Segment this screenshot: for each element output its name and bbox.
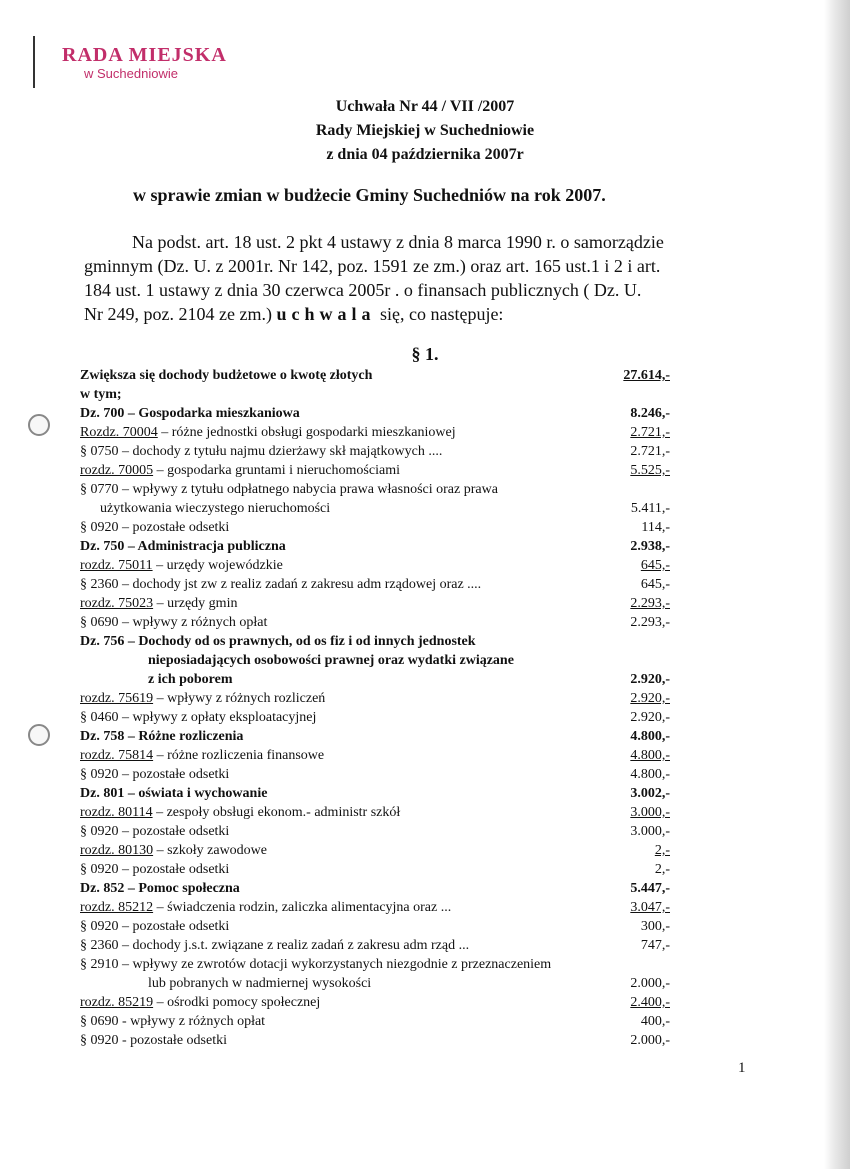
row-text: § 0920 – pozostałe odsetki (80, 862, 230, 877)
row-text: § 2360 – dochody j.s.t. związane z realiz zadań z zakresu adm rząd ... (80, 938, 470, 953)
row-label (80, 898, 451, 917)
row-label (80, 784, 267, 803)
row-text: § 0920 – pozostałe odsetki (80, 919, 230, 934)
row-label (80, 575, 481, 594)
row-text: w tym; (80, 387, 122, 402)
row-amount: 3.000,- (630, 824, 670, 839)
row-text: Dz. 758 – Różne rozliczenia (80, 729, 244, 744)
row-label (80, 518, 229, 537)
row-text: § 0460 – wpływy z opłaty eksploatacyjnej (80, 710, 317, 725)
row-text: – urzędy gmin (153, 596, 238, 611)
row-label (80, 841, 267, 860)
row-code: rozdz. 70005 (80, 463, 154, 478)
row-label (80, 993, 320, 1012)
row-text: Dz. 750 – Administracja publiczna (80, 539, 286, 554)
row-code: rozdz. 75814 (80, 748, 154, 763)
row-label (80, 442, 442, 461)
table-row (80, 1031, 680, 1050)
row-label (80, 936, 469, 955)
row-amount: 8.246,- (630, 406, 670, 421)
row-label (80, 461, 400, 480)
table-row (80, 1012, 680, 1031)
table-row (80, 632, 680, 651)
intro-line-4a: Nr 249, poz. 2104 ze zm.) (84, 304, 277, 324)
table-row (80, 594, 680, 613)
scan-edge (824, 0, 850, 1169)
row-text: § 0750 – dochody z tytułu najmu dzierżawy skł majątkowych .... (80, 444, 443, 459)
table-row (80, 822, 680, 841)
resolution-date: z dnia 04 października 2007r (326, 146, 524, 163)
table-row (80, 385, 680, 404)
table-row (80, 860, 680, 879)
row-label (80, 537, 286, 556)
row-text: nieposiadających osobowości prawnej oraz wydatki związane (148, 653, 514, 668)
table-row (80, 689, 680, 708)
legal-basis-paragraph (84, 230, 734, 326)
table-row (80, 423, 680, 442)
row-text: – zespoły obsługi ekonom.- administr szkół (152, 805, 401, 820)
row-label (80, 423, 456, 442)
table-row (80, 727, 680, 746)
table-row (80, 898, 680, 917)
row-label (80, 765, 229, 784)
row-label (80, 1012, 265, 1031)
table-row (80, 879, 680, 898)
row-amount: 114,- (641, 520, 670, 535)
punch-hole-top (28, 414, 50, 436)
stamp-line-2: w Suchedniowie (84, 66, 178, 81)
table-row (80, 784, 680, 803)
row-amount: 2.920,- (630, 672, 670, 687)
table-row (80, 803, 680, 822)
table-row (80, 404, 680, 423)
row-amount: 645,- (640, 577, 670, 592)
row-label (80, 480, 498, 499)
row-code: rozdz. 85219 (80, 995, 154, 1010)
table-row (80, 537, 680, 556)
row-amount: 300,- (640, 919, 670, 934)
row-label (80, 632, 476, 651)
row-label (148, 651, 514, 670)
row-text: – różne rozliczenia finansowe (153, 748, 325, 763)
row-amount: 4.800,- (630, 767, 670, 782)
row-amount: 27.614,- (623, 368, 670, 383)
table-row (80, 841, 680, 860)
row-amount: 2.721,- (630, 425, 670, 440)
row-label (80, 955, 551, 974)
section-heading: § 1. (411, 344, 439, 364)
row-text: użytkowania wieczystego nieruchomości (100, 501, 331, 516)
row-text: § 0690 – wpływy z różnych opłat (80, 615, 268, 630)
resolution-number: Uchwała Nr 44 / VII /2007 (335, 98, 515, 115)
margin-mark (33, 36, 35, 88)
table-row (80, 765, 680, 784)
row-label (80, 1031, 227, 1050)
resolves-word: uchwala (276, 304, 376, 324)
row-amount: 5.447,- (630, 881, 670, 896)
row-label (80, 689, 325, 708)
table-row (80, 613, 680, 632)
row-code: rozdz. 80130 (80, 843, 154, 858)
row-text: § 0690 - wpływy z różnych opłat (80, 1014, 266, 1029)
row-label (80, 860, 229, 879)
row-amount: 2,- (654, 843, 670, 858)
row-label (100, 499, 330, 518)
row-label (80, 727, 243, 746)
table-row (80, 917, 680, 936)
table-row (80, 461, 680, 480)
row-text: § 0770 – wpływy z tytułu odpłatnego nabycia prawa własności oraz prawa (80, 482, 498, 497)
row-code: rozdz. 75011 (80, 558, 153, 573)
row-code: Rozdz. 70004 (80, 425, 158, 440)
row-amount: 645,- (640, 558, 670, 573)
resolution-subject: w sprawie zmian w budżecie Gminy Suchedniów na rok 2007. (133, 185, 606, 205)
table-row (80, 575, 680, 594)
row-label (80, 822, 229, 841)
row-amount: 4.800,- (630, 748, 670, 763)
row-label (80, 556, 283, 575)
row-label (80, 803, 400, 822)
row-label (80, 708, 316, 727)
stamp-line-1: RADA MIEJSKA (62, 44, 227, 66)
row-label (80, 613, 267, 632)
row-text: Dz. 700 – Gospodarka mieszkaniowa (80, 406, 300, 421)
row-amount: 400,- (640, 1014, 670, 1029)
row-text: § 2360 – dochody jst zw z realiz zadań z zakresu adm rządowej oraz .... (80, 577, 482, 592)
row-amount: 3.047,- (630, 900, 670, 915)
row-text: Zwiększa się dochody budżetowe o kwotę złotych (80, 368, 373, 383)
row-amount: 747,- (640, 938, 670, 953)
row-text: – świadczenia rodzin, zaliczka alimentacyjna oraz ... (153, 900, 452, 915)
intro-line-2: gminnym (Dz. U. z 2001r. Nr 142, poz. 1591 ze zm.) oraz art. 165 ust.1 i 2 i art. (84, 256, 661, 276)
row-label (80, 366, 372, 385)
row-amount: 2.938,- (630, 539, 670, 554)
row-label (80, 385, 122, 404)
row-text: Dz. 756 – Dochody od os prawnych, od os fiz i od innych jednostek (80, 634, 476, 649)
row-text: – urzędy wojewódzkie (152, 558, 283, 573)
row-text: – szkoły zawodowe (153, 843, 268, 858)
row-text: – ośrodki pomocy społecznej (153, 995, 321, 1010)
table-row (80, 518, 680, 537)
table-row (80, 366, 680, 385)
row-text: Dz. 801 – oświata i wychowanie (80, 786, 268, 801)
row-label (148, 670, 233, 689)
table-row (80, 556, 680, 575)
table-row (80, 442, 680, 461)
row-amount: 2.920,- (630, 691, 670, 706)
row-code: rozdz. 85212 (80, 900, 154, 915)
row-text: Dz. 852 – Pomoc społeczna (80, 881, 240, 896)
council-stamp (62, 44, 227, 81)
row-amount: 3.000,- (630, 805, 670, 820)
intro-line-4c: się, co następuje: (375, 304, 504, 324)
row-amount: 2.293,- (630, 596, 670, 611)
row-label (80, 746, 324, 765)
row-text: § 0920 – pozostałe odsetki (80, 824, 230, 839)
row-label (148, 974, 371, 993)
row-code: rozdz. 80114 (80, 805, 153, 820)
row-code: rozdz. 75619 (80, 691, 154, 706)
row-text: z ich poborem (148, 672, 233, 687)
row-amount: 2.721,- (630, 444, 670, 459)
intro-line-4 (84, 302, 734, 326)
row-amount: 4.800,- (630, 729, 670, 744)
row-amount: 5.525,- (630, 463, 670, 478)
row-amount: 2.293,- (630, 615, 670, 630)
table-row (80, 499, 680, 518)
table-row (80, 746, 680, 765)
row-label (80, 404, 300, 423)
table-row (80, 708, 680, 727)
row-code: rozdz. 75023 (80, 596, 154, 611)
row-text: lub pobranych w nadmiernej wysokości (148, 976, 372, 991)
row-text: – różne jednostki obsługi gospodarki mieszkaniowej (157, 425, 456, 440)
intro-line-1: Na podst. art. 18 ust. 2 pkt 4 ustawy z dnia 8 marca 1990 r. o samorządzie (132, 232, 664, 252)
table-row (80, 974, 680, 993)
row-amount: 2,- (654, 862, 670, 877)
row-text: § 0920 - pozostałe odsetki (80, 1033, 227, 1048)
table-row (80, 651, 680, 670)
table-row (80, 955, 680, 974)
row-label (80, 917, 229, 936)
row-amount: 2.920,- (630, 710, 670, 725)
table-row (80, 670, 680, 689)
row-amount: 2.000,- (630, 976, 670, 991)
row-text: § 2910 – wpływy ze zwrotów dotacji wykorzystanych niezgodnie z przeznaczeniem (80, 957, 552, 972)
row-amount: 2.000,- (630, 1033, 670, 1048)
row-text: § 0920 – pozostałe odsetki (80, 520, 230, 535)
row-amount: 3.002,- (630, 786, 670, 801)
table-row (80, 936, 680, 955)
row-amount: 5.411,- (630, 501, 670, 516)
row-text: § 0920 – pozostałe odsetki (80, 767, 230, 782)
table-row (80, 480, 680, 499)
row-text: – gospodarka gruntami i nieruchomościami (153, 463, 400, 478)
page-number: 1 (738, 1060, 746, 1076)
row-label (80, 594, 237, 613)
row-label (80, 879, 240, 898)
council-name: Rady Miejskiej w Suchedniowie (315, 122, 535, 139)
row-amount: 2.400,- (630, 995, 670, 1010)
table-row (80, 993, 680, 1012)
intro-line-3: 184 ust. 1 ustawy z dnia 30 czerwca 2005r . o finansach publicznych ( Dz. U. (84, 280, 642, 300)
punch-hole-bottom (28, 724, 50, 746)
row-text: – wpływy z różnych rozliczeń (153, 691, 326, 706)
